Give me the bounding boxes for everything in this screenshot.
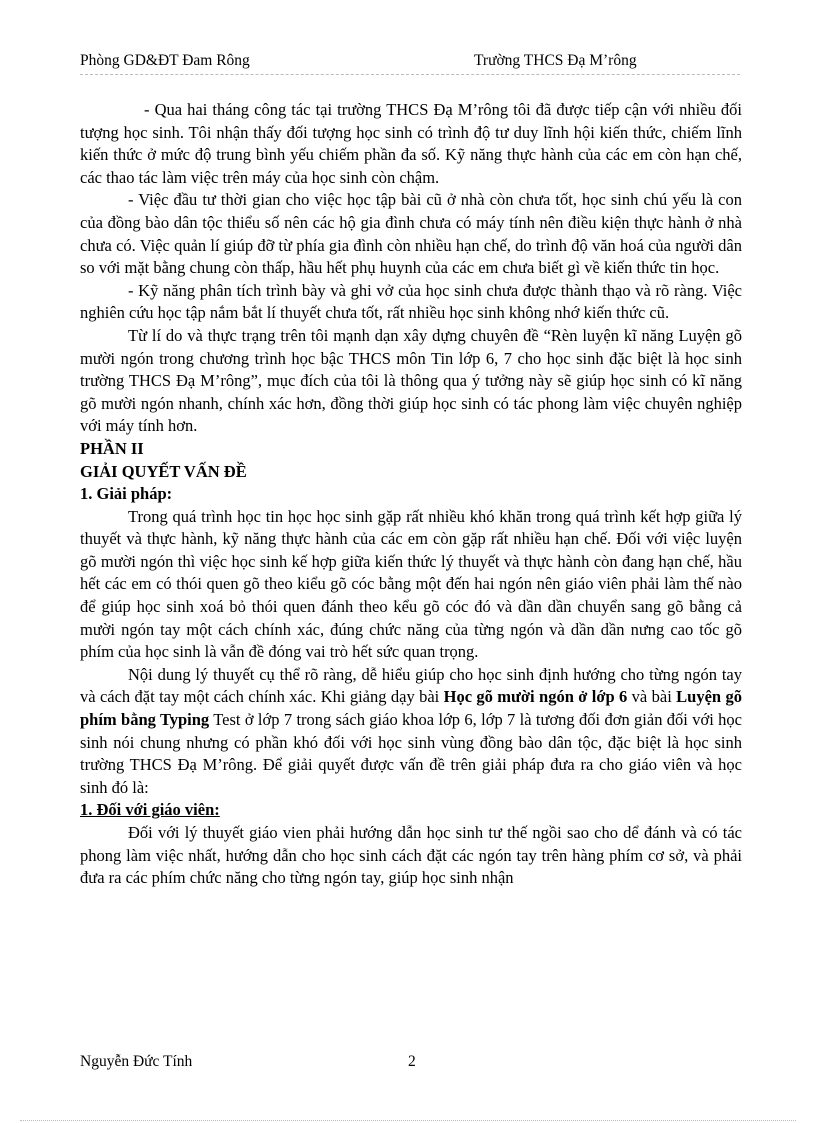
subsection-paragraph-1: Đối với lý thuyết giáo vien phải hướng dẫn học sinh tư thế ngồi sao cho dể đánh và có tác phong làm việc nhất, hướng dẫn cho học sinh cách đặt các ngón tay trên hàng phím cơ sở, và phải đưa ra các phím chức năng cho từng ngón tay, giúp học sinh nhận <box>80 823 742 888</box>
section-title: 1. Giải pháp: <box>80 484 173 504</box>
intro-paragraph-4: Từ lí do và thực trạng trên tôi mạnh dạn xây dựng chuyên đề “Rèn luyện kĩ năng Luyện gõ mười ngón trong chương trình học bậc THCS môn Tin lớp 6, 7 cho học sinh đặc biệt là học sinh trường THCS Đạ M’rông”, mục đích của tôi là thông qua ý tưởng này sẽ giúp học sinh có kĩ năng gõ mười ngón nhanh, chính xác hơn, đồng thời giúp học sinh có tác phong làm việc chuyên nghiệp với máy tính hơn. <box>80 325 742 436</box>
intro-paragraph-2: - Việc đầu tư thời gian cho việc học tập bài cũ ở nhà còn chưa tốt, học sinh chú yếu là con của đồng bào dân tộc thiểu số nên các hộ gia đình chưa có máy tính nên điều kiện thực hành ở nhà chưa có. Việc quản lí giúp đỡ từ phía gia đình còn nhiều hạn chế, do trình độ văn hoá của người dân so với mặt bằng chung còn thấp, hầu hết phụ huynh của các em chưa biết gì về kiến thức tin học. <box>80 190 742 278</box>
lesson-name-grade6: Học gõ mười ngón ở lớp 6 <box>443 687 628 707</box>
section-paragraph-1: Trong quá trình học tin học học sinh gặp rất nhiều khó khăn trong quá trình kết hợp giữa lý thuyết và thực hành, kỹ năng thực hành của các em còn gặp rất nhiều hạn chế. Đối với việc luyện gõ mười ngón thì việc học sinh kế hợp giữa kiến thức lý thuyết và thực hành còn đang hạn chế, hầu hết các em có thói quen gõ theo kiểu gõ cóc bằng một đến hai ngón nên giáo viên phải làm thế nào để giúp học sinh xoá bỏ thói quen đánh theo kểu gõ cóc đó và dần dần chuyển sang gõ bằng cả mười ngón tay một cách chính xác, đúng chức năng của từng ngón và dần dần nưng cao tốc gõ phím của học sinh là vẫn đề đóng vai trò hết sức quan trọng. <box>80 506 742 662</box>
header-school: Trường THCS Đạ M’rông <box>474 52 637 69</box>
page-header <box>80 52 740 75</box>
intro-paragraph-1: - Qua hai tháng công tác tại trường THCS Đạ M’rông tôi đã được tiếp cận với nhiều đối tượng học sinh. Tôi nhận thấy đối tượng học sinh có trình độ tư duy lĩnh hội kiến thức, chiếm lĩnh kiến thức ở mức độ trung bình yếu chiếm phần đa số. Kỹ năng thực hành của các em còn hạn chế, các thao tác làm việc trên máy của học sinh còn chậm. <box>80 100 742 187</box>
section-paragraph-2-text-d: Test ở lớp 7 trong sách giáo khoa lớp 6, lớp 7 là tương đối đơn giản đối với học sinh nói chung nhưng có phần khó đối với học sinh vùng đồng bào dân tộc, đặc biệt là học sinh trường THCS Đạ M’rông. Để giải quyết được vấn đề trên giải pháp đưa ra cho giáo viên và học sinh đó là: <box>80 710 742 797</box>
section-paragraph-2-text-a: Nội dung lý thuyết cụ thể rõ ràng, dễ hiểu giúp cho học sinh định hướng cho từng ngón tay và cách đặt tay một cách chính xác. Khi giảng dạy bài <box>80 664 742 707</box>
footer-author: Nguyễn Đức Tính <box>80 1053 193 1070</box>
page-footer <box>80 1053 740 1075</box>
part-title: GIẢI QUYẾT VẤN ĐỀ <box>80 461 247 481</box>
document-body <box>80 99 742 890</box>
page-bottom-rule <box>20 1120 796 1121</box>
subsection-title: 1. Đối với giáo viên: <box>80 800 220 820</box>
header-department: Phòng GD&ĐT Đam Rông <box>80 52 250 69</box>
lesson-name-grade7: Luyện gõ phím bằng Typing <box>80 687 742 730</box>
section-paragraph-2-text-c: và bài <box>627 687 677 707</box>
intro-paragraph-3: - Kỹ năng phân tích trình bày và ghi vở của học sinh chưa được thành thạo và rõ ràng. Việc nghiên cứu học tập nắm bắt lí thuyết chưa tốt, rất nhiều học sinh không nhớ kiến thức cũ. <box>80 280 742 323</box>
part-number: PHẦN II <box>80 438 144 458</box>
page-number: 2 <box>408 1053 416 1070</box>
section-paragraph-2 <box>80 664 742 800</box>
